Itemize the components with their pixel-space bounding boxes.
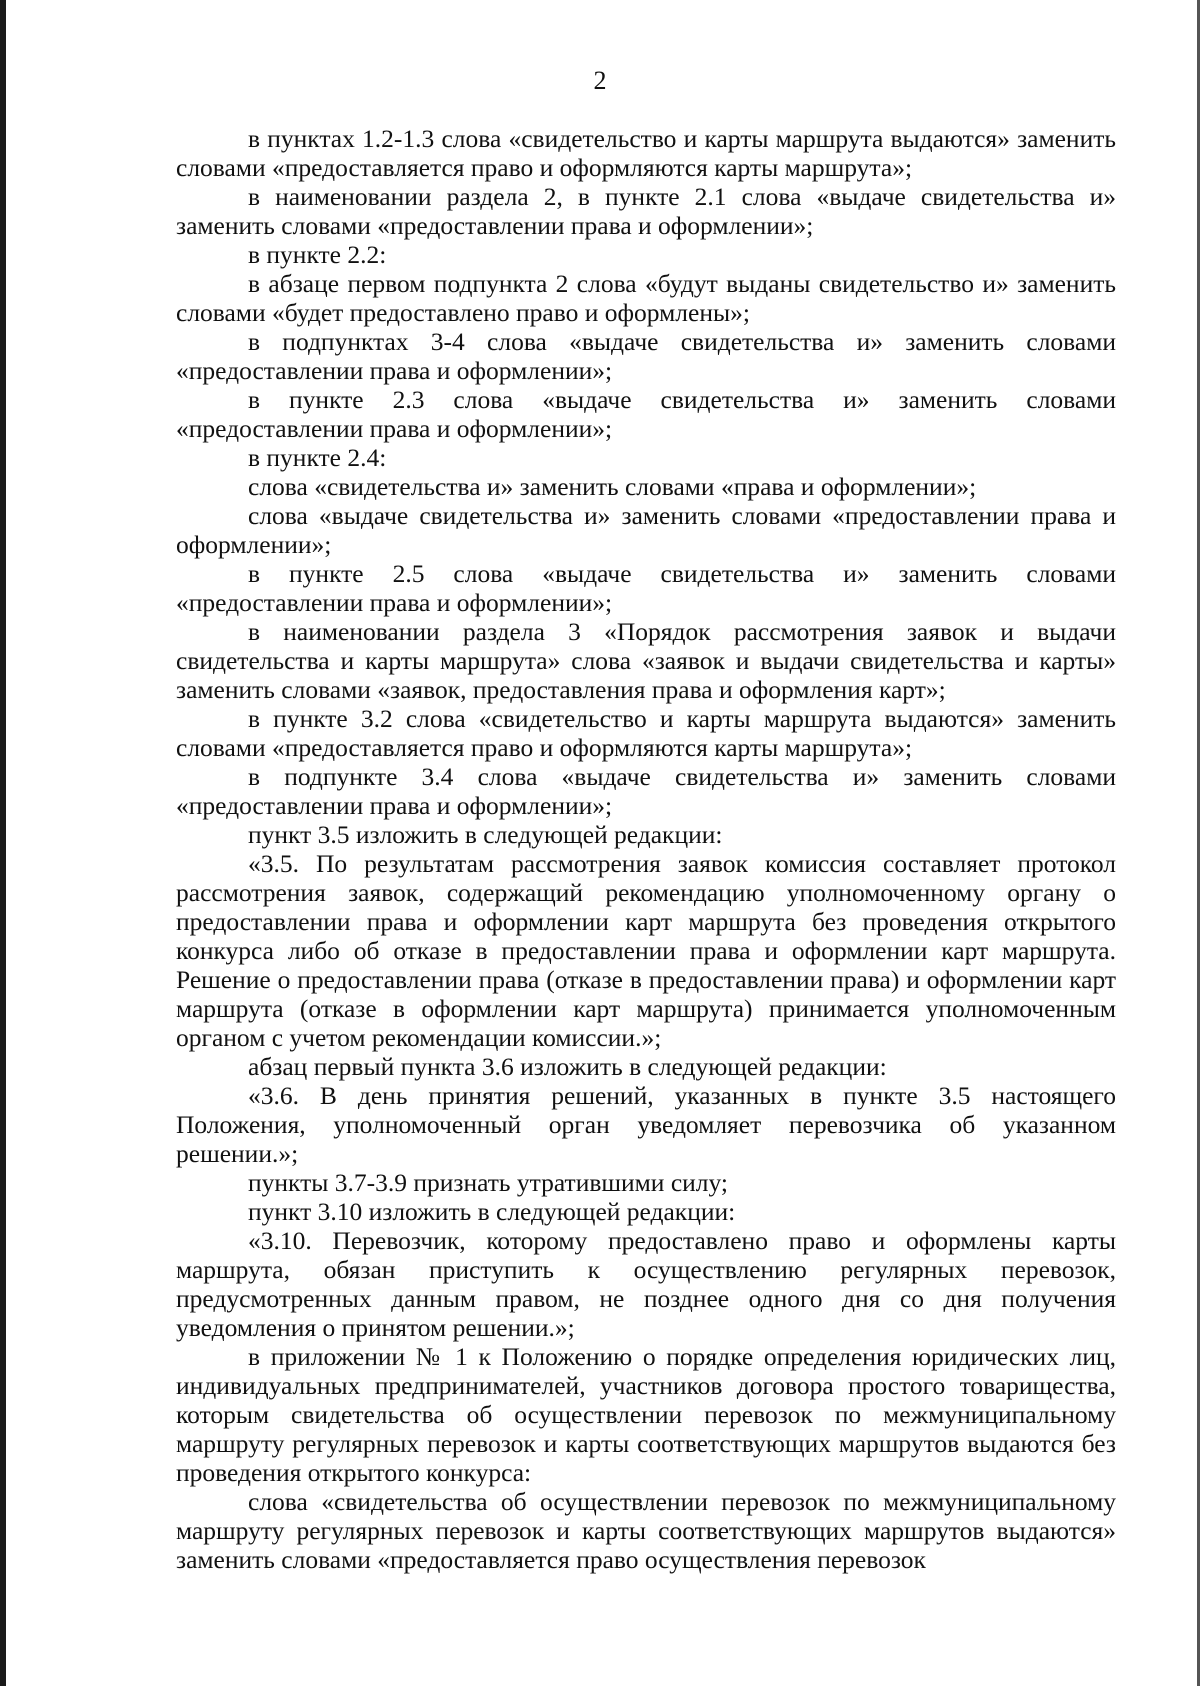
paragraph-8: слова «свидетельства и» заменить словами «права и оформлении»;	[248, 472, 977, 501]
paragraph-18: пункты 3.7-3.9 признать утратившими силу;	[248, 1168, 729, 1197]
paragraph-21: в приложении № 1 к Положению о порядке определения юридических лиц, индивидуальных предпринимателей, участников договора простого товарищества, которым свидетельства об осуществлении перевозок по межмуниципальному маршруту регулярных перевозок и карты соответствующих маршрутов выдаются без проведения открытого конкурса:	[176, 1342, 1116, 1487]
document-body	[176, 124, 1116, 1574]
paragraph-10: в пункте 2.5 слова «выдаче свидетельства и» заменить словами «предоставлении права и оформлении»;	[176, 559, 1116, 617]
paragraph-11: в наименовании раздела 3 «Порядок рассмотрения заявок и выдачи свидетельства и карты маршрута» слова «заявок и выдачи свидетельства и карты» заменить словами «заявок, предоставления права и оформления карт»;	[176, 617, 1116, 704]
paragraph-14: пункт 3.5 изложить в следующей редакции:	[248, 820, 723, 849]
paragraph-4: в абзаце первом подпункта 2 слова «будут выданы свидетельство и» заменить словами «будет предоставлено право и оформлены»;	[176, 269, 1116, 327]
paragraph-3: в пункте 2.2:	[248, 240, 387, 269]
paragraph-17: «3.6. В день принятия решений, указанных в пункте 3.5 настоящего Положения, уполномоченный орган уведомляет перевозчика об указанном решении.»;	[176, 1081, 1116, 1168]
paragraph-2: в наименовании раздела 2, в пункте 2.1 слова «выдаче свидетельства и» заменить словами «предоставлении права и оформлении»;	[176, 182, 1116, 240]
paragraph-6: в пункте 2.3 слова «выдаче свидетельства и» заменить словами «предоставлении права и оформлении»;	[176, 385, 1116, 443]
paragraph-15: «3.5. По результатам рассмотрения заявок комиссия составляет протокол рассмотрения заявок, содержащий рекомендацию уполномоченному органу о предоставлении права и оформлении карт маршрута без проведения открытого конкурса либо об отказе в предоставлении права и оформлении карт маршрута. Решение о предоставлении права (отказе в предоставлении права) и оформлении карт маршрута (отказе в оформлении карт маршрута) принимается уполномоченным органом с учетом рекомендации комиссии.»;	[176, 849, 1116, 1052]
paragraph-9: слова «выдаче свидетельства и» заменить словами «предоставлении права и оформлении»;	[176, 501, 1116, 559]
paragraph-12: в пункте 3.2 слова «свидетельство и карты маршрута выдаются» заменить словами «предоставляется право и оформляются карты маршрута»;	[176, 704, 1116, 762]
paragraph-19: пункт 3.10 изложить в следующей редакции:	[248, 1197, 736, 1226]
paragraph-7: в пункте 2.4:	[248, 443, 387, 472]
paragraph-5: в подпунктах 3-4 слова «выдаче свидетельства и» заменить словами «предоставлении права и оформлении»;	[176, 327, 1116, 385]
paragraph-13: в подпункте 3.4 слова «выдаче свидетельства и» заменить словами «предоставлении права и оформлении»;	[176, 762, 1116, 820]
paragraph-1: в пунктах 1.2-1.3 слова «свидетельство и карты маршрута выдаются» заменить словами «предоставляется право и оформляются карты маршрута»;	[176, 124, 1116, 182]
paragraph-20: «3.10. Перевозчик, которому предоставлено право и оформлены карты маршрута, обязан приступить к осуществлению регулярных перевозок, предусмотренных данным правом, не позднее одного дня со дня получения уведомления о принятом решении.»;	[176, 1226, 1116, 1342]
paragraph-16: абзац первый пункта 3.6 изложить в следующей редакции:	[248, 1052, 887, 1081]
page-edge-left	[0, 0, 6, 1686]
paragraph-22: слова «свидетельства об осуществлении перевозок по межмуниципальному маршруту регулярных перевозок и карты соответствующих маршрутов выдаются» заменить словами «предоставляется право осуществления перевозок	[176, 1487, 1116, 1574]
page-number: 2	[593, 66, 607, 95]
